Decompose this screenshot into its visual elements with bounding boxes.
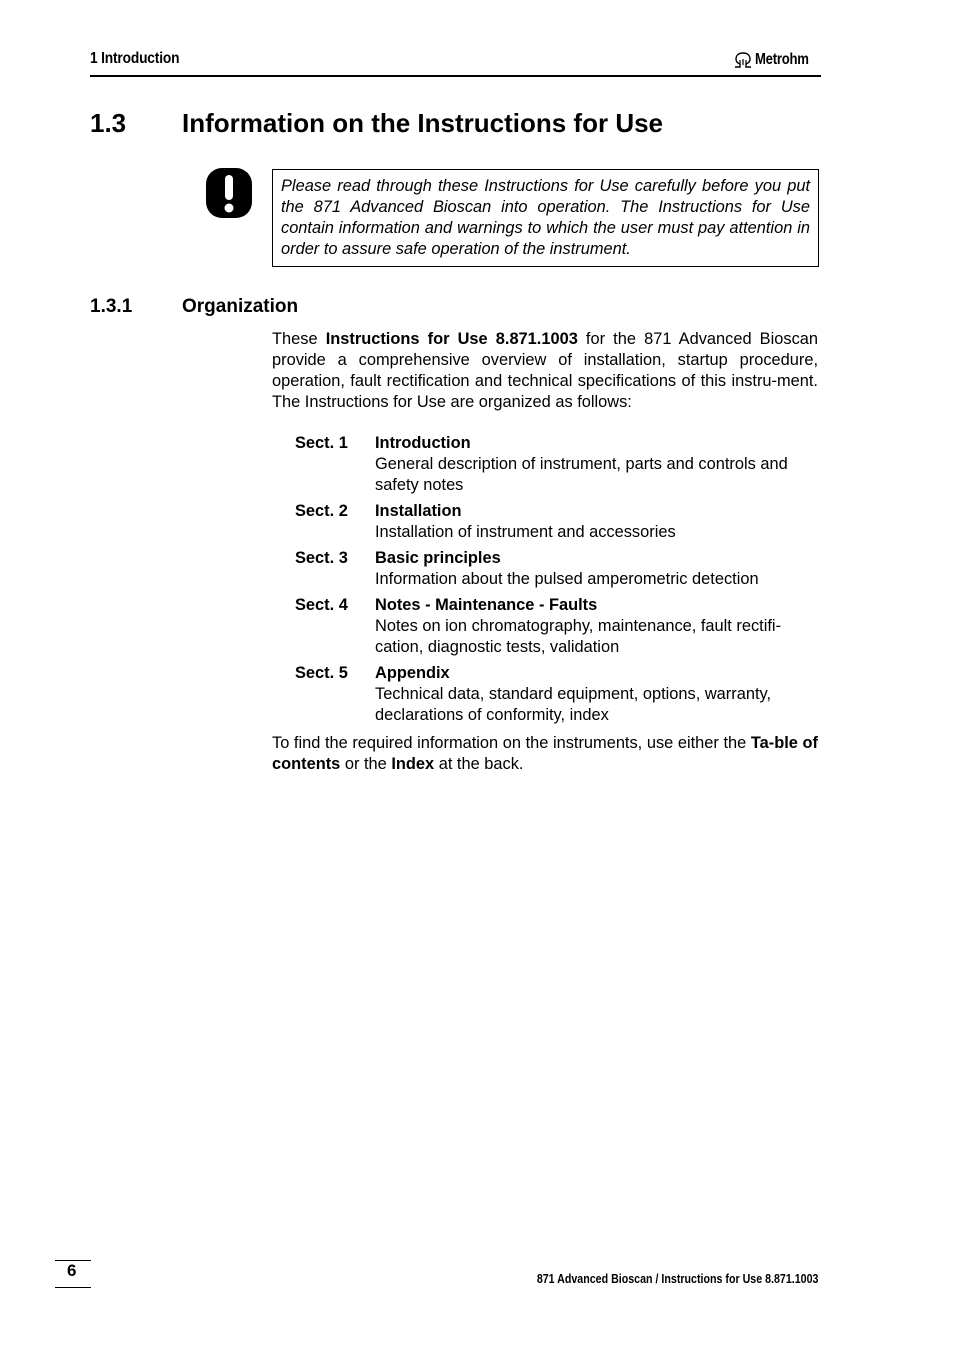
section-label: Sect. 2 <box>295 502 348 520</box>
section-item-description: Notes on ion chromatography, maintenance, fault rectifi-cation, diagnostic tests, validation <box>375 617 782 656</box>
section-label: Sect. 5 <box>295 664 348 682</box>
metrohm-logo <box>733 51 820 69</box>
section-list-item <box>295 501 818 543</box>
section-number: 1.3 <box>90 108 127 138</box>
section-item-description: General description of instrument, parts and controls and safety notes <box>375 455 788 494</box>
omega-logo-icon <box>733 51 753 69</box>
section-item-description: Information about the pulsed amperometric detection <box>375 570 759 588</box>
closing-text-3: at the back. <box>434 755 524 773</box>
footer-title: 871 Advanced Bioscan / Instructions for Use 8.871.1003 <box>536 1271 818 1286</box>
section-label: Sect. 3 <box>295 549 348 567</box>
section-item-title: Introduction <box>375 434 471 452</box>
running-header-chapter: 1 Introduction <box>90 50 180 67</box>
section-item-title: Basic principles <box>375 549 501 567</box>
section-list-item <box>295 663 818 726</box>
important-note-box <box>272 169 819 267</box>
section-title: Information on the Instructions for Use <box>182 108 664 138</box>
section-list-item <box>295 548 818 590</box>
section-item-title: Appendix <box>375 664 450 682</box>
closing-paragraph <box>272 733 818 775</box>
closing-text-2: or the <box>340 755 392 773</box>
intro-text-end: for the 871 Advanced Bioscan provide a comprehensive overview of installation, startup procedure, operation, fault rectification and technical specifications of this instru-ment. The Instructions for Use are organized as follows: <box>272 330 818 411</box>
intro-text-start: These <box>272 330 326 348</box>
page-number-rule-bottom <box>55 1287 91 1288</box>
exclamation-icon <box>206 168 252 218</box>
section-item-title: Installation <box>375 502 462 520</box>
section-list <box>295 433 818 731</box>
page-number: 6 <box>67 1261 77 1280</box>
section-list-item <box>295 595 818 658</box>
closing-text-1: To find the required information on the instruments, use either the <box>272 734 751 752</box>
section-item-description: Technical data, standard equipment, options, warranty, declarations of conformity, index <box>375 685 772 724</box>
table-of-contents-ref: Ta-ble of contents <box>272 734 818 773</box>
subsection-number: 1.3.1 <box>90 296 133 317</box>
section-label: Sect. 1 <box>295 434 348 452</box>
index-ref: Index <box>391 755 435 773</box>
subsection-title: Organization <box>182 296 299 317</box>
brand-name: Metrohm <box>755 51 809 68</box>
manual-reference: Instructions for Use 8.871.1003 <box>325 330 578 348</box>
section-item-title: Notes - Maintenance - Faults <box>375 596 598 614</box>
section-list-item <box>295 433 818 496</box>
intro-paragraph <box>272 329 818 413</box>
important-note-text: Please read through these Instructions for Use carefully before you put the 871 Advanced Bioscan into operation. The Instructions for Use contain information and warnings to which the user must pay attention in order to assure safe operation of the instrument. <box>281 177 810 258</box>
section-label: Sect. 4 <box>295 596 348 614</box>
section-item-description: Installation of instrument and accessories <box>375 523 676 541</box>
header-rule <box>90 75 821 77</box>
